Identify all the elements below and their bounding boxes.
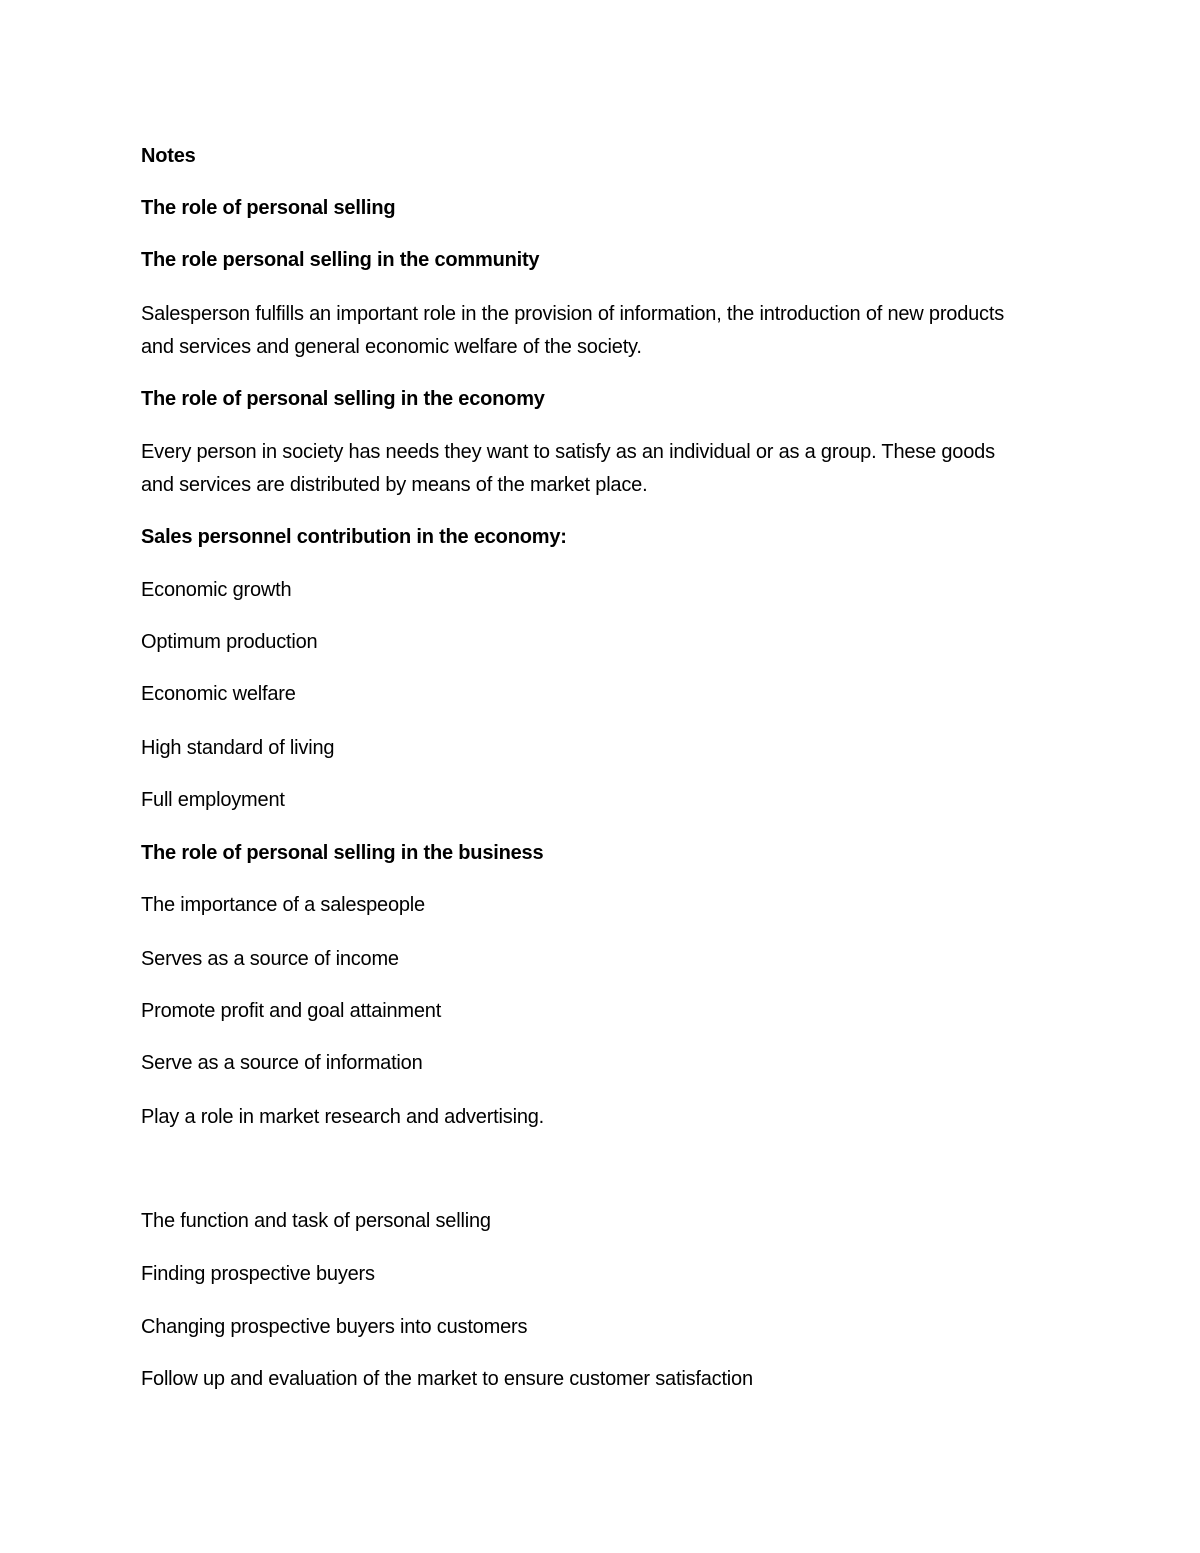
list-item: Play a role in market research and advertising. [141, 1106, 545, 1128]
list-item: Serves as a source of income [141, 948, 399, 970]
heading-economy: The role of personal selling in the economy [141, 388, 545, 410]
paragraph-community: Salesperson fulfills an important role in the provision of information, the introduction of new products and services and general economic welfare of the society. [141, 303, 1005, 358]
list-item: The importance of a salespeople [141, 894, 425, 916]
list-item: Changing prospective buyers into customers [141, 1316, 528, 1338]
heading-business: The role of personal selling in the business [141, 842, 544, 864]
list-item: Economic growth [141, 579, 292, 601]
list-item: Finding prospective buyers [141, 1263, 375, 1285]
heading-role-of-personal-selling: The role of personal selling [141, 197, 396, 219]
paragraph-economy: Every person in society has needs they want to satisfy as an individual or as a group. These goods and services are distributed by means of the market place. [141, 441, 995, 496]
heading-contribution: Sales personnel contribution in the economy: [141, 526, 567, 548]
heading-function: The function and task of personal selling [141, 1210, 491, 1232]
heading-community: The role personal selling in the community [141, 249, 540, 271]
list-item: High standard of living [141, 737, 335, 759]
list-item: Optimum production [141, 631, 318, 653]
list-item: Serve as a source of information [141, 1052, 423, 1074]
list-item: Follow up and evaluation of the market to ensure customer satisfaction [141, 1368, 753, 1390]
list-item: Full employment [141, 789, 285, 811]
list-item: Promote profit and goal attainment [141, 1000, 442, 1022]
document-title: Notes [141, 145, 196, 167]
list-item: Economic welfare [141, 683, 296, 705]
